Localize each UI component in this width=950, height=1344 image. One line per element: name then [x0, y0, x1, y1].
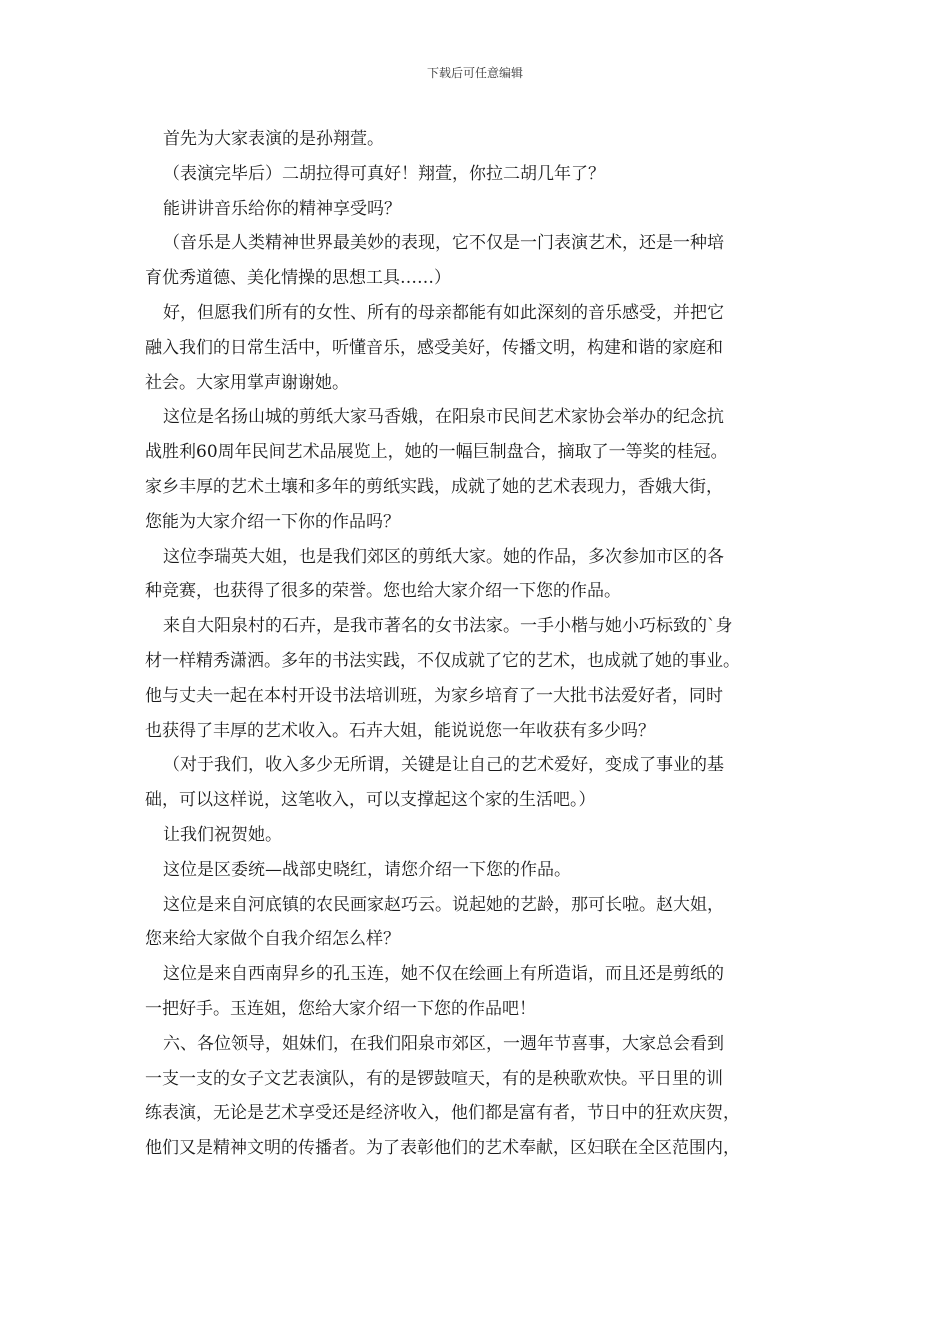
text-line: （音乐是人类精神世界最美妙的表现，它不仅是一门表演艺术，还是一种培 — [163, 233, 724, 254]
text-line: 练表演，无论是艺术享受还是经济收入，他们都是富有者，节日中的狂欢庆贺， — [145, 1103, 740, 1124]
text-line: （对于我们，收入多少无所谓，关键是让自己的艺术爱好，变成了事业的基 — [163, 755, 724, 776]
text-line: 一把好手。玉连姐，您给大家介绍一下您的作品吧！ — [145, 998, 536, 1019]
text-line: 您能为大家介绍一下你的作品吗？ — [145, 511, 400, 532]
text-line: 这位是来自河底镇的农民画家赵巧云。说起她的艺龄，那可长啦。赵大姐， — [163, 894, 724, 915]
text-line: 社会。大家用掌声谢谢她。 — [145, 372, 349, 393]
text-line: 家乡丰厚的艺术土壤和多年的剪纸实践，成就了她的艺术表现力，香娥大街， — [145, 476, 723, 497]
text-line: 六、各位领导，姐妹们，在我们阳泉市郊区，一週年节喜事，大家总会看到 — [163, 1033, 724, 1054]
text-line: 他与丈夫一起在本村开设书法培训班，为家乡培育了一大批书法爱好者，同时 — [145, 685, 723, 706]
text-line: 来自大阳泉村的石卉，是我市著名的女书法家。一手小楷与她小巧标致的`身 — [163, 616, 733, 637]
page-header: 下载后可任意编辑 — [426, 66, 523, 80]
text-line: 首先为大家表演的是孙翔萱。 — [163, 129, 384, 149]
text-line: （表演完毕后）二胡拉得可真好！翔萱，你拉二胡几年了？ — [163, 163, 605, 184]
text-line: 这位是区委统—战部史晓红，请您介绍一下您的作品。 — [163, 859, 571, 880]
text-line: 这位李瑞英大姐，也是我们郊区的剪纸大家。她的作品，多次参加市区的各 — [163, 546, 724, 567]
text-line: 融入我们的日常生活中，听懂音乐，感受美好，传播文明，构建和谐的家庭和 — [145, 337, 723, 358]
text-line: 您来给大家做个自我介绍怎么样？ — [145, 929, 400, 950]
text-line: 材一样精秀潇洒。多年的书法实践，不仅成就了它的艺术，也成就了她的事业。 — [145, 650, 740, 671]
text-line: 一支一支的女子文艺表演队，有的是锣鼓喧天，有的是秧歌欢快。平日里的训 — [145, 1068, 723, 1089]
text-line: 这位是名扬山城的剪纸大家马香娥，在阳泉市民间艺术家协会举办的纪念抗 — [163, 407, 724, 428]
text-line: 育优秀道德、美化情操的思想工具……） — [145, 268, 451, 289]
document-body — [145, 122, 821, 1166]
text-line: 他们又是精神文明的传播者。为了表彰他们的艺术奉献，区妇联在全区范围内， — [145, 1138, 740, 1159]
text-line: 础，可以这样说，这笔收入，可以支撑起这个家的生活吧。） — [145, 790, 596, 811]
text-line: 战胜利60周年民间艺术品展览上，她的一幅巨制盘合，摘取了一等奖的桂冠。 — [145, 442, 728, 463]
text-line: 这位是来自西南舁乡的孔玉连，她不仅在绘画上有所造诣，而且还是剪纸的 — [163, 964, 724, 985]
text-line: 能讲讲音乐给你的精神享受吗？ — [163, 198, 401, 219]
text-line: 让我们祝贺她。 — [163, 824, 282, 845]
text-line: 也获得了丰厚的艺术收入。石卉大姐，能说说您一年收获有多少吗？ — [145, 720, 655, 741]
text-line: 好，但愿我们所有的女性、所有的母亲都能有如此深刻的音乐感受，并把它 — [163, 302, 724, 323]
text-line: 种竞赛，也获得了很多的荣誉。您也给大家介绍一下您的作品。 — [145, 581, 621, 602]
